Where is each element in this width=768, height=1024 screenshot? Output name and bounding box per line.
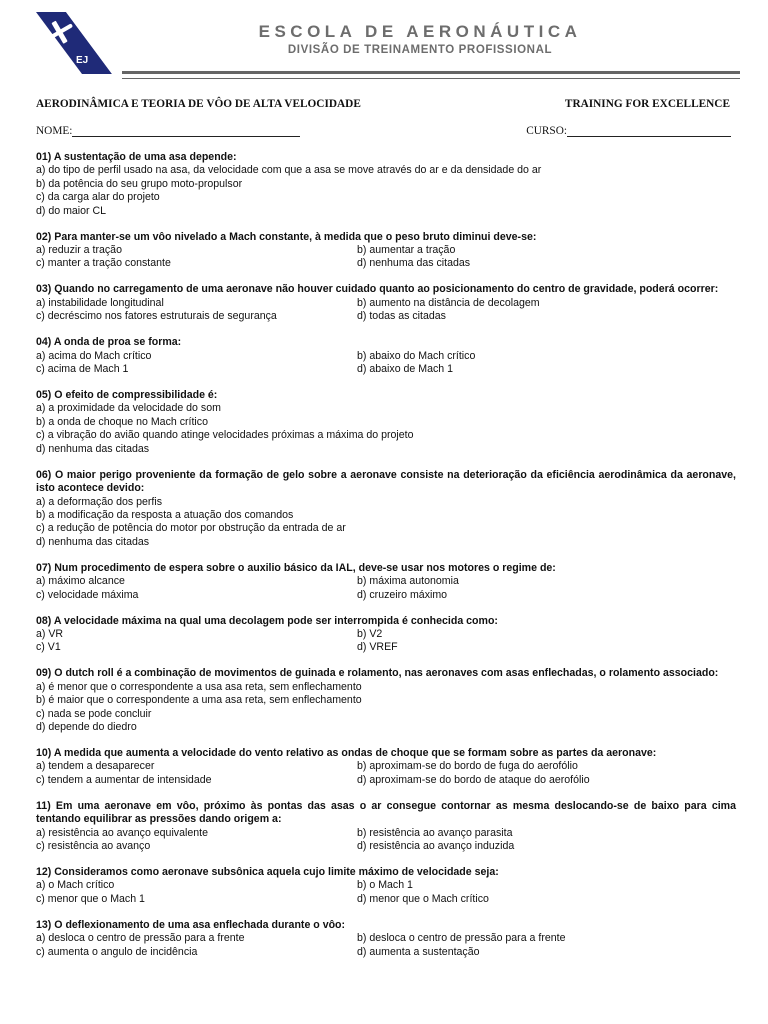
answer-options (36, 879, 736, 906)
answer-option: a) tendem a desaparecer (36, 760, 155, 773)
answer-option: c) menor que o Mach 1 (36, 892, 145, 905)
course-label: CURSO: (526, 125, 567, 137)
question-stem: 07) Num procedimento de espera sobre o auxilio básico da IAL, deve-se usar nos motores o regime de: (36, 561, 556, 574)
question (36, 283, 736, 323)
answer-option: d) resistência ao avanço induzida (357, 840, 515, 852)
answer-option: c) V1 (36, 641, 61, 654)
name-field[interactable] (36, 125, 300, 137)
answer-options (36, 932, 736, 959)
answer-option: d) todas as citadas (357, 310, 446, 323)
question (36, 615, 736, 655)
answer-option: b) o Mach 1 (357, 879, 413, 892)
answer-option: d) abaixo de Mach 1 (357, 363, 453, 376)
answer-option: a) o Mach crítico (36, 879, 115, 892)
answer-option: a) VR (36, 627, 64, 640)
answer-option: b) é maior que o correspondente a uma asa reta, sem enflechamento (36, 694, 362, 707)
answer-options (36, 402, 736, 456)
school-name: ESCOLA DE AERONÁUTICA (258, 22, 582, 41)
answer-option: b) V2 (357, 627, 383, 640)
answer-option: d) cruzeiro máximo (357, 588, 448, 601)
answer-options (36, 760, 736, 787)
answer-options (36, 244, 736, 271)
answer-option: a) desloca o centro de pressão para a frente (36, 932, 245, 945)
answer-option: b) abaixo do Mach crítico (357, 349, 476, 362)
answer-option: d) nenhuma das citadas (36, 442, 150, 455)
answer-options (36, 827, 736, 854)
school-logo (36, 12, 112, 74)
answer-option: a) reduzir a tração (36, 244, 122, 257)
question-list (36, 151, 736, 972)
question-stem: 05) O efeito de compressibilidade é: (36, 389, 218, 402)
course-input-line[interactable] (567, 125, 731, 137)
question (36, 231, 736, 271)
answer-option: b) máxima autonomia (357, 575, 459, 588)
answer-option: c) a redução de potência do motor por obstrução da entrada de ar (36, 522, 346, 535)
question-stem: 10) A medida que aumenta a velocidade do vento relativo as ondas de choque que se formam sobre as partes da aeronave: (36, 746, 657, 759)
question-stem: 13) O deflexionamento de uma asa enflechada durante o vôo: (36, 918, 346, 931)
answer-option: d) menor que o Mach crítico (357, 892, 489, 905)
answer-options (36, 164, 736, 218)
answer-option: d) VREF (357, 641, 398, 654)
question (36, 469, 736, 549)
course-row (36, 98, 730, 110)
answer-option: d) aumenta a sustentação (357, 945, 480, 958)
answer-options (36, 681, 736, 735)
question-stem: 08) A velocidade máxima na qual uma decolagem pode ser interrompida é conhecida como: (36, 614, 498, 627)
answer-option: a) a deformação dos perfis (36, 495, 163, 508)
answer-option: c) da carga alar do projeto (36, 191, 160, 204)
logo-text: EJ (76, 55, 89, 66)
answer-option: b) aumento na distância de decolagem (357, 296, 540, 309)
answer-option: c) acima de Mach 1 (36, 363, 129, 376)
answer-option: d) nenhuma das citadas (357, 257, 471, 270)
question-stem: 12) Consideramos como aeronave subsônica aquela cujo limite máximo de velocidade seja: (36, 866, 499, 878)
answer-options (36, 297, 736, 324)
answer-option: b) aproximam-se do bordo de fuga do aerofólio (357, 760, 578, 773)
answer-option: c) aumenta o angulo de incidência (36, 945, 198, 958)
question-stem: 02) Para manter-se um vôo nivelado a Mach constante, à medida que o peso bruto diminui deve-se: (36, 230, 537, 243)
answer-option: b) desloca o centro de pressão para a frente (357, 932, 566, 945)
answer-option: c) a vibração do avião quando atinge velocidades próximas a máxima do projeto (36, 429, 414, 442)
question (36, 667, 736, 734)
student-form (36, 125, 731, 137)
answer-option: c) manter a tração constante (36, 257, 171, 270)
question (36, 747, 736, 787)
answer-option: a) do tipo de perfil usado na asa, da velocidade com que a asa se move através do ar e da densidade do ar (36, 164, 542, 177)
answer-option: a) instabilidade longitudinal (36, 296, 164, 309)
question (36, 866, 736, 906)
question-stem: 03) Quando no carregamento de uma aeronave não houver cuidado quanto ao posicionamento do centro de gravidade, poderá ocorrer: (36, 283, 719, 296)
course-title: AERODINÂMICA E TEORIA DE VÔO DE ALTA VELOCIDADE (36, 98, 361, 110)
answer-option: d) depende do diedro (36, 720, 137, 733)
answer-option: b) resistência ao avanço parasita (357, 826, 513, 839)
question (36, 919, 736, 959)
header-rule-thin (122, 78, 740, 79)
name-input-line[interactable] (72, 125, 300, 137)
question (36, 562, 736, 602)
school-division: DIVISÃO DE TREINAMENTO PROFISSIONAL (287, 44, 553, 56)
answer-option: c) decréscimo nos fatores estruturais de segurança (36, 310, 277, 323)
answer-option: b) a onda de choque no Mach crítico (36, 415, 208, 428)
question (36, 800, 736, 854)
answer-option: b) aumentar a tração (357, 244, 456, 257)
answer-option: d) do maior CL (36, 204, 107, 217)
answer-option: c) velocidade máxima (36, 588, 139, 601)
answer-option: d) aproximam-se do bordo de ataque do aerofólio (357, 773, 590, 786)
question (36, 336, 736, 376)
question-stem: 11) Em uma aeronave em vôo, próximo às pontas das asas o ar consegue contornar as mesma deslocando-se de baixo para cima tentando equilibrar as pressões dando origem a: (36, 799, 736, 826)
answer-option: a) é menor que o correspondente a usa asa reta, sem enflechamento (36, 680, 362, 693)
header-rule-thick (122, 71, 740, 74)
answer-option: a) resistência ao avanço equivalente (36, 826, 208, 839)
school-header (200, 22, 640, 57)
name-label: NOME: (36, 125, 73, 137)
course-field[interactable] (526, 125, 731, 137)
answer-option: a) acima do Mach crítico (36, 349, 152, 362)
answer-option: c) nada se pode concluir (36, 707, 152, 720)
answer-options (36, 496, 736, 550)
question-stem: 06) O maior perigo proveniente da formação de gelo sobre a aeronave consiste na deterioração da eficiência aerodinâmica da aeronave, isto acontece devido: (36, 468, 736, 495)
question-stem: 09) O dutch roll é a combinação de movimentos de guinada e rolamento, nas aeronaves com asas enflechadas, o rolamento associado: (36, 667, 719, 680)
answer-option: c) tendem a aumentar de intensidade (36, 773, 212, 786)
question (36, 151, 736, 218)
answer-option: b) da potência do seu grupo moto-propulsor (36, 177, 243, 190)
question-stem: 01) A sustentação de uma asa depende: (36, 151, 237, 163)
answer-option: b) a modificação da resposta a atuação dos comandos (36, 508, 294, 521)
answer-option: a) máximo alcance (36, 575, 125, 588)
question (36, 389, 736, 456)
answer-options (36, 628, 736, 655)
answer-option: d) nenhuma das citadas (36, 535, 150, 548)
slogan: TRAINING FOR EXCELLENCE (564, 98, 730, 110)
answer-options (36, 575, 736, 602)
answer-option: c) resistência ao avanço (36, 840, 151, 852)
question-stem: 04) A onda de proa se forma: (36, 336, 182, 349)
answer-option: a) a proximidade da velocidade do som (36, 402, 221, 415)
answer-options (36, 350, 736, 377)
